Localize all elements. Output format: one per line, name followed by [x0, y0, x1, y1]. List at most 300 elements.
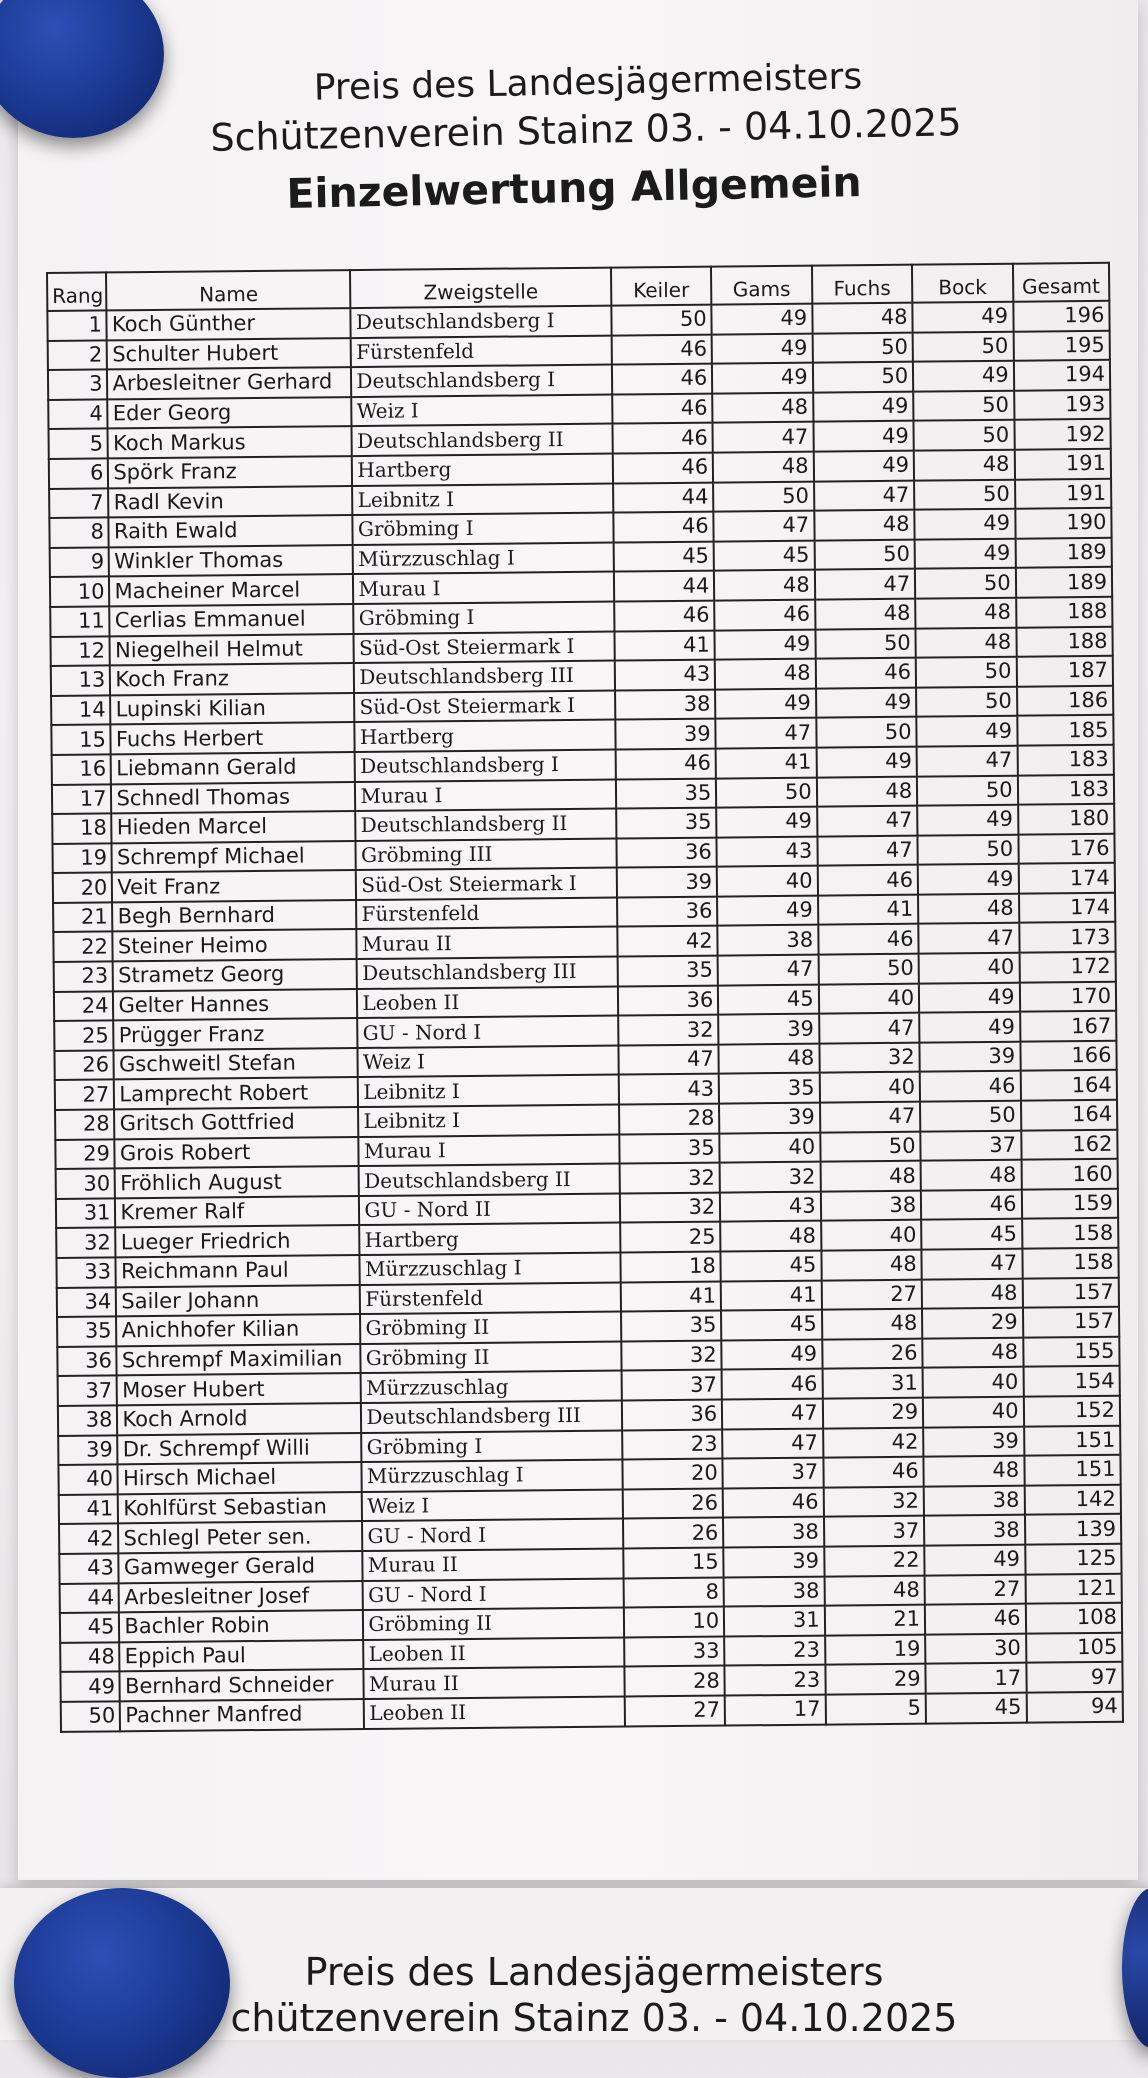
- cell-name: Eder Georg: [108, 397, 352, 429]
- cell-rank: 24: [54, 991, 114, 1021]
- table-body: [47, 301, 1123, 1732]
- cell-keiler: 44: [613, 482, 714, 513]
- cell-rank: 12: [50, 636, 110, 666]
- cell-rank: 20: [53, 873, 113, 903]
- cell-gams: 46: [723, 1487, 824, 1518]
- cell-keiler: 32: [619, 1163, 720, 1194]
- cell-fuchs: 40: [821, 1220, 922, 1251]
- cell-keiler: 45: [613, 541, 714, 572]
- cell-gesamt: 188: [1016, 626, 1113, 657]
- cell-gesamt: 191: [1015, 478, 1112, 509]
- cell-fuchs: 47: [814, 480, 915, 511]
- cell-zweigstelle: Deutschlandsberg II: [352, 424, 613, 456]
- cell-rank: 13: [51, 666, 111, 696]
- cell-zweigstelle: Fürstenfeld: [356, 897, 617, 929]
- cell-fuchs: 32: [819, 1042, 920, 1073]
- cell-gesamt: 152: [1023, 1396, 1120, 1427]
- cell-gesamt: 180: [1018, 804, 1115, 835]
- cell-zweigstelle: Hartberg: [352, 454, 613, 486]
- cell-name: Schulter Hubert: [107, 338, 351, 370]
- cell-gesamt: 151: [1024, 1455, 1121, 1486]
- cell-name: Cerlias Emmanuel: [110, 604, 354, 636]
- cell-gesamt: 142: [1024, 1484, 1121, 1515]
- cell-gesamt: 189: [1015, 538, 1112, 569]
- cell-gams: 48: [715, 659, 816, 690]
- cell-name: Anichhofer Kilian: [116, 1314, 360, 1346]
- cell-zweigstelle: Leoben II: [364, 1637, 625, 1669]
- cell-bock: 46: [925, 1604, 1026, 1635]
- cell-keiler: 32: [618, 1015, 719, 1046]
- cell-name: Reichmann Paul: [116, 1255, 360, 1287]
- cell-keiler: 35: [616, 778, 717, 809]
- cell-gesamt: 97: [1026, 1662, 1123, 1693]
- cell-bock: 49: [913, 361, 1014, 392]
- cell-gams: 23: [724, 1635, 825, 1666]
- cell-gams: 41: [716, 748, 817, 779]
- cell-keiler: 8: [623, 1577, 724, 1608]
- cell-gesamt: 139: [1025, 1514, 1122, 1545]
- cell-keiler: 32: [620, 1192, 721, 1223]
- cell-gesamt: 174: [1018, 863, 1115, 894]
- cell-gesamt: 196: [1013, 301, 1110, 332]
- cell-gesamt: 125: [1025, 1544, 1122, 1575]
- cell-fuchs: 48: [821, 1250, 922, 1281]
- cell-gesamt: 108: [1025, 1603, 1122, 1634]
- cell-rank: 42: [59, 1524, 119, 1554]
- cell-gesamt: 160: [1021, 1159, 1118, 1190]
- cell-name: Pachner Manfred: [120, 1699, 364, 1731]
- cell-name: Schrempf Michael: [112, 841, 356, 873]
- column-header-zweigstelle: Zweigstelle: [350, 268, 611, 308]
- column-header-gams: Gams: [711, 266, 812, 305]
- cell-gams: 39: [719, 1103, 820, 1134]
- cell-bock: 47: [922, 1249, 1023, 1280]
- cell-gesamt: 151: [1024, 1425, 1121, 1456]
- cell-bock: 50: [914, 479, 1015, 510]
- cell-gesamt: 162: [1021, 1129, 1118, 1160]
- cell-gams: 50: [716, 777, 817, 808]
- cell-gesamt: 167: [1020, 1011, 1117, 1042]
- cell-keiler: 43: [615, 660, 716, 691]
- cell-name: Gschweitl Stefan: [114, 1048, 358, 1080]
- cell-name: Moser Hubert: [117, 1373, 361, 1405]
- cell-name: Lupinski Kilian: [111, 693, 355, 725]
- cell-keiler: 36: [616, 837, 717, 868]
- cell-bock: 40: [923, 1367, 1024, 1398]
- cell-name: Koch Markus: [108, 426, 352, 458]
- cell-keiler: 36: [622, 1400, 723, 1431]
- cell-zweigstelle: Süd-Ost Steiermark I: [354, 690, 615, 722]
- cell-bock: 45: [926, 1693, 1027, 1724]
- cell-keiler: 28: [624, 1666, 725, 1697]
- cell-fuchs: 46: [823, 1457, 924, 1488]
- cell-keiler: 41: [614, 630, 715, 661]
- column-header-rank: Rang: [47, 272, 107, 311]
- cell-bock: 50: [920, 1101, 1021, 1132]
- column-header-gesamt: Gesamt: [1013, 263, 1110, 302]
- cell-fuchs: 48: [812, 303, 913, 334]
- cell-fuchs: 50: [818, 954, 919, 985]
- cell-bock: 50: [913, 390, 1014, 421]
- cell-name: Gamweger Gerald: [119, 1551, 363, 1583]
- cell-gesamt: 191: [1014, 449, 1111, 480]
- cell-zweigstelle: Gröbming II: [361, 1341, 622, 1373]
- cell-bock: 30: [925, 1633, 1026, 1664]
- cell-bock: 49: [919, 1012, 1020, 1043]
- cell-fuchs: 46: [817, 865, 918, 896]
- cell-fuchs: 22: [824, 1546, 925, 1577]
- cell-fuchs: 47: [819, 1013, 920, 1044]
- cell-bock: 50: [916, 657, 1017, 688]
- cell-bock: 29: [922, 1308, 1023, 1339]
- cell-rank: 8: [49, 518, 109, 548]
- cell-fuchs: 38: [821, 1190, 922, 1221]
- cell-name: Arbesleitner Gerhard: [107, 367, 351, 399]
- cell-gams: 48: [720, 1221, 821, 1252]
- cell-name: Grois Robert: [115, 1137, 359, 1169]
- cell-keiler: 42: [617, 926, 718, 957]
- cell-gams: 32: [720, 1162, 821, 1193]
- cell-rank: 23: [54, 961, 114, 991]
- cell-bock: 49: [916, 716, 1017, 747]
- cell-rank: 2: [48, 340, 108, 370]
- cell-rank: 38: [58, 1405, 118, 1435]
- cell-gams: 47: [722, 1399, 823, 1430]
- cell-gesamt: 183: [1017, 745, 1114, 776]
- cell-keiler: 15: [623, 1547, 724, 1578]
- cell-bock: 37: [920, 1130, 1021, 1161]
- cell-name: Eppich Paul: [120, 1640, 364, 1672]
- cell-bock: 49: [924, 1545, 1025, 1576]
- cell-gesamt: 105: [1026, 1632, 1123, 1663]
- cell-bock: 39: [920, 1042, 1021, 1073]
- cell-name: Koch Günther: [107, 308, 351, 340]
- cell-keiler: 39: [617, 867, 718, 898]
- cell-zweigstelle: Mürzzuschlag I: [353, 542, 614, 574]
- cell-rank: 35: [57, 1317, 117, 1347]
- cell-gesamt: 185: [1017, 715, 1114, 746]
- cell-keiler: 50: [611, 305, 712, 336]
- cell-name: Fröhlich August: [115, 1166, 359, 1198]
- cell-fuchs: 5: [825, 1694, 926, 1725]
- cell-keiler: 43: [619, 1074, 720, 1105]
- cell-bock: 17: [926, 1663, 1027, 1694]
- cell-gesamt: 188: [1016, 597, 1113, 628]
- cell-fuchs: 40: [819, 1072, 920, 1103]
- cell-fuchs: 50: [820, 1131, 921, 1162]
- column-header-keiler: Keiler: [611, 267, 712, 306]
- cell-name: Koch Arnold: [117, 1403, 361, 1435]
- cell-zweigstelle: Leibnitz I: [352, 483, 613, 515]
- cell-gesamt: 173: [1019, 922, 1116, 953]
- cell-gams: 40: [717, 866, 818, 897]
- cell-rank: 15: [51, 725, 111, 755]
- cell-fuchs: 32: [823, 1486, 924, 1517]
- cell-bock: 50: [913, 331, 1014, 362]
- cell-rank: 33: [56, 1257, 116, 1287]
- cell-fuchs: 50: [813, 362, 914, 393]
- cell-rank: 40: [58, 1465, 118, 1495]
- cell-keiler: 26: [622, 1488, 723, 1519]
- cell-bock: 50: [918, 834, 1019, 865]
- cell-rank: 16: [52, 754, 112, 784]
- cell-rank: 5: [49, 429, 109, 459]
- results-table: [46, 262, 1124, 1733]
- cell-bock: 48: [921, 1160, 1022, 1191]
- cell-rank: 48: [60, 1642, 120, 1672]
- cell-rank: 29: [55, 1139, 115, 1169]
- cell-bock: 40: [923, 1397, 1024, 1428]
- cell-name: Kremer Ralf: [115, 1196, 359, 1228]
- cell-fuchs: 49: [813, 421, 914, 452]
- cell-rank: 18: [52, 813, 112, 843]
- cell-name: Hirsch Michael: [118, 1462, 362, 1494]
- cell-fuchs: 47: [817, 806, 918, 837]
- cell-zweigstelle: Deutschlandsberg III: [357, 957, 618, 989]
- column-header-fuchs: Fuchs: [812, 265, 913, 304]
- cell-bock: 48: [922, 1337, 1023, 1368]
- cell-zweigstelle: Mürzzuschlag I: [360, 1253, 621, 1285]
- cell-keiler: 41: [621, 1281, 722, 1312]
- cell-rank: 27: [55, 1080, 115, 1110]
- cell-keiler: 38: [615, 689, 716, 720]
- cell-gams: 47: [716, 718, 817, 749]
- cell-rank: 17: [52, 784, 112, 814]
- cell-keiler: 37: [621, 1370, 722, 1401]
- cell-bock: 39: [923, 1426, 1024, 1457]
- cell-rank: 4: [48, 399, 108, 429]
- cell-gesamt: 164: [1020, 1070, 1117, 1101]
- cell-zweigstelle: Süd-Ost Steiermark I: [354, 631, 615, 663]
- cell-keiler: 23: [622, 1429, 723, 1460]
- cell-keiler: 35: [619, 1133, 720, 1164]
- cell-bock: 48: [916, 627, 1017, 658]
- cell-fuchs: 50: [812, 332, 913, 363]
- title-line-3: Einzelwertung Allgemein: [285, 157, 863, 219]
- cell-gesamt: 170: [1019, 981, 1116, 1012]
- cell-gams: 35: [719, 1073, 820, 1104]
- cell-name: Bachler Robin: [119, 1610, 363, 1642]
- footer-title-line-2: chützenverein Stainz 03. - 04.10.2025: [230, 1996, 958, 2040]
- cell-name: Winkler Thomas: [109, 545, 353, 577]
- cell-zweigstelle: Deutschlandsberg I: [355, 749, 616, 781]
- cell-rank: 10: [50, 577, 110, 607]
- cell-keiler: 20: [622, 1459, 723, 1490]
- cell-fuchs: 47: [820, 1102, 921, 1133]
- cell-gams: 47: [713, 422, 814, 453]
- cell-gesamt: 164: [1021, 1100, 1118, 1131]
- cell-fuchs: 50: [815, 628, 916, 659]
- cell-keiler: 35: [617, 956, 718, 987]
- cell-gesamt: 186: [1017, 685, 1114, 716]
- cell-name: Raith Ewald: [109, 515, 353, 547]
- cell-bock: 46: [920, 1071, 1021, 1102]
- cell-name: Gritsch Gottfried: [114, 1107, 358, 1139]
- cell-keiler: 36: [617, 896, 718, 927]
- cell-gesamt: 174: [1019, 893, 1116, 924]
- cell-zweigstelle: Süd-Ost Steiermark I: [356, 868, 617, 900]
- cell-rank: 25: [54, 1021, 114, 1051]
- cell-fuchs: 48: [824, 1575, 925, 1606]
- cell-gams: 47: [722, 1428, 823, 1459]
- cell-keiler: 36: [618, 985, 719, 1016]
- cell-fuchs: 46: [815, 658, 916, 689]
- cell-bock: 48: [915, 598, 1016, 629]
- cell-keiler: 46: [613, 453, 714, 484]
- cell-gams: 48: [714, 570, 815, 601]
- cell-name: Kohlfürst Sebastian: [118, 1492, 362, 1524]
- cell-bock: 45: [921, 1219, 1022, 1250]
- cell-zweigstelle: Gröbming II: [360, 1312, 621, 1344]
- cell-zweigstelle: Gröbming II: [363, 1608, 624, 1640]
- cell-gesamt: 183: [1017, 774, 1114, 805]
- cell-bock: 47: [918, 923, 1019, 954]
- cell-bock: 49: [914, 509, 1015, 540]
- cell-zweigstelle: Deutschlandsberg II: [359, 1164, 620, 1196]
- cell-zweigstelle: Gröbming I: [354, 602, 615, 634]
- cell-gesamt: 172: [1019, 952, 1116, 983]
- cell-gams: 50: [713, 481, 814, 512]
- cell-zweigstelle: Mürzzuschlag: [361, 1371, 622, 1403]
- cell-gams: 49: [717, 895, 818, 926]
- cell-fuchs: 27: [821, 1279, 922, 1310]
- cell-zweigstelle: Leibnitz I: [358, 1105, 619, 1137]
- cell-fuchs: 49: [813, 451, 914, 482]
- cell-gams: 45: [721, 1251, 822, 1282]
- cell-bock: 49: [917, 805, 1018, 836]
- cell-keiler: 26: [623, 1518, 724, 1549]
- cell-bock: 50: [917, 775, 1018, 806]
- cell-gams: 40: [720, 1132, 821, 1163]
- cell-fuchs: 50: [816, 717, 917, 748]
- cell-gams: 46: [722, 1369, 823, 1400]
- cell-fuchs: 29: [823, 1398, 924, 1429]
- cell-gesamt: 192: [1014, 419, 1111, 450]
- cell-rank: 26: [54, 1050, 114, 1080]
- cell-name: Spörk Franz: [108, 456, 352, 488]
- cell-gesamt: 94: [1026, 1692, 1123, 1723]
- cell-name: Niegelheil Helmut: [110, 634, 354, 666]
- cell-gams: 38: [723, 1517, 824, 1548]
- cell-zweigstelle: Deutschlandsberg II: [356, 809, 617, 841]
- cell-gams: 37: [723, 1458, 824, 1489]
- cell-gams: 45: [721, 1310, 822, 1341]
- cell-fuchs: 48: [815, 599, 916, 630]
- cell-zweigstelle: Hartberg: [360, 1223, 621, 1255]
- cell-bock: 40: [919, 953, 1020, 984]
- cell-rank: 44: [60, 1583, 120, 1613]
- cell-rank: 32: [56, 1228, 116, 1258]
- cell-gams: 48: [713, 452, 814, 483]
- cell-rank: 19: [52, 843, 112, 873]
- cell-bock: 49: [915, 538, 1016, 569]
- cell-bock: 50: [916, 686, 1017, 717]
- cell-gams: 49: [715, 629, 816, 660]
- cell-bock: 48: [914, 450, 1015, 481]
- cell-zweigstelle: Weiz I: [352, 394, 613, 426]
- cell-gams: 47: [718, 955, 819, 986]
- cell-bock: 49: [919, 982, 1020, 1013]
- cell-keiler: 10: [624, 1607, 725, 1638]
- cell-bock: 49: [912, 302, 1013, 333]
- cell-rank: 6: [49, 458, 109, 488]
- cell-gesamt: 166: [1020, 1041, 1117, 1072]
- cell-fuchs: 31: [822, 1368, 923, 1399]
- cell-zweigstelle: GU - Nord I: [362, 1519, 623, 1551]
- cell-fuchs: 21: [825, 1605, 926, 1636]
- cell-zweigstelle: Murau II: [357, 927, 618, 959]
- cell-keiler: 46: [611, 334, 712, 365]
- cell-gesamt: 195: [1013, 330, 1110, 361]
- cell-gams: 17: [725, 1694, 826, 1725]
- cell-gams: 39: [718, 1014, 819, 1045]
- cell-rank: 43: [59, 1553, 119, 1583]
- cell-fuchs: 26: [822, 1338, 923, 1369]
- cell-bock: 27: [925, 1574, 1026, 1605]
- cell-keiler: 46: [614, 601, 715, 632]
- cell-rank: 45: [60, 1612, 120, 1642]
- cell-bock: 50: [915, 568, 1016, 599]
- cell-rank: 37: [58, 1376, 118, 1406]
- cell-bock: 50: [914, 420, 1015, 451]
- cell-gams: 48: [712, 392, 813, 423]
- cell-fuchs: 29: [825, 1664, 926, 1695]
- cell-bock: 48: [922, 1278, 1023, 1309]
- title-line-1: Preis des Landesjägermeisters: [313, 56, 863, 109]
- cell-fuchs: 48: [817, 776, 918, 807]
- cell-zweigstelle: Murau I: [355, 779, 616, 811]
- cell-zweigstelle: Murau I: [353, 572, 614, 604]
- cell-keiler: 39: [615, 719, 716, 750]
- cell-keiler: 18: [620, 1252, 721, 1283]
- cell-name: Arbesleitner Josef: [119, 1581, 363, 1613]
- cell-rank: 7: [49, 488, 109, 518]
- cell-bock: 38: [924, 1485, 1025, 1516]
- cell-zweigstelle: Murau II: [364, 1667, 625, 1699]
- cell-zweigstelle: Deutschlandsberg III: [354, 661, 615, 693]
- cell-bock: 47: [917, 746, 1018, 777]
- cell-zweigstelle: GU - Nord I: [363, 1578, 624, 1610]
- cell-gams: 23: [725, 1665, 826, 1696]
- cell-name: Schnedl Thomas: [111, 782, 355, 814]
- cell-keiler: 35: [621, 1311, 722, 1342]
- cell-name: Steiner Heimo: [113, 930, 357, 962]
- cell-fuchs: 47: [817, 835, 918, 866]
- cell-gams: 45: [714, 540, 815, 571]
- cell-gams: 38: [724, 1576, 825, 1607]
- cell-gams: 49: [716, 807, 817, 838]
- cell-keiler: 46: [612, 423, 713, 454]
- cell-gesamt: 193: [1014, 390, 1111, 421]
- cell-name: Schrempf Maximilian: [117, 1344, 361, 1376]
- cell-name: Begh Bernhard: [113, 900, 357, 932]
- cell-zweigstelle: GU - Nord I: [358, 1016, 619, 1048]
- cell-gams: 49: [715, 688, 816, 719]
- cell-fuchs: 48: [822, 1309, 923, 1340]
- cell-keiler: 46: [613, 512, 714, 543]
- cell-gams: 47: [714, 511, 815, 542]
- cell-zweigstelle: Leoben II: [364, 1696, 625, 1728]
- cell-name: Liebmann Gerald: [111, 752, 355, 784]
- cell-zweigstelle: Fürstenfeld: [360, 1282, 621, 1314]
- cell-gesamt: 190: [1015, 508, 1112, 539]
- cell-fuchs: 40: [819, 983, 920, 1014]
- cell-zweigstelle: Hartberg: [355, 720, 616, 752]
- cell-name: Koch Franz: [110, 663, 354, 695]
- cell-zweigstelle: Gröbming III: [356, 838, 617, 870]
- cell-fuchs: 47: [815, 569, 916, 600]
- column-header-name: Name: [106, 270, 350, 310]
